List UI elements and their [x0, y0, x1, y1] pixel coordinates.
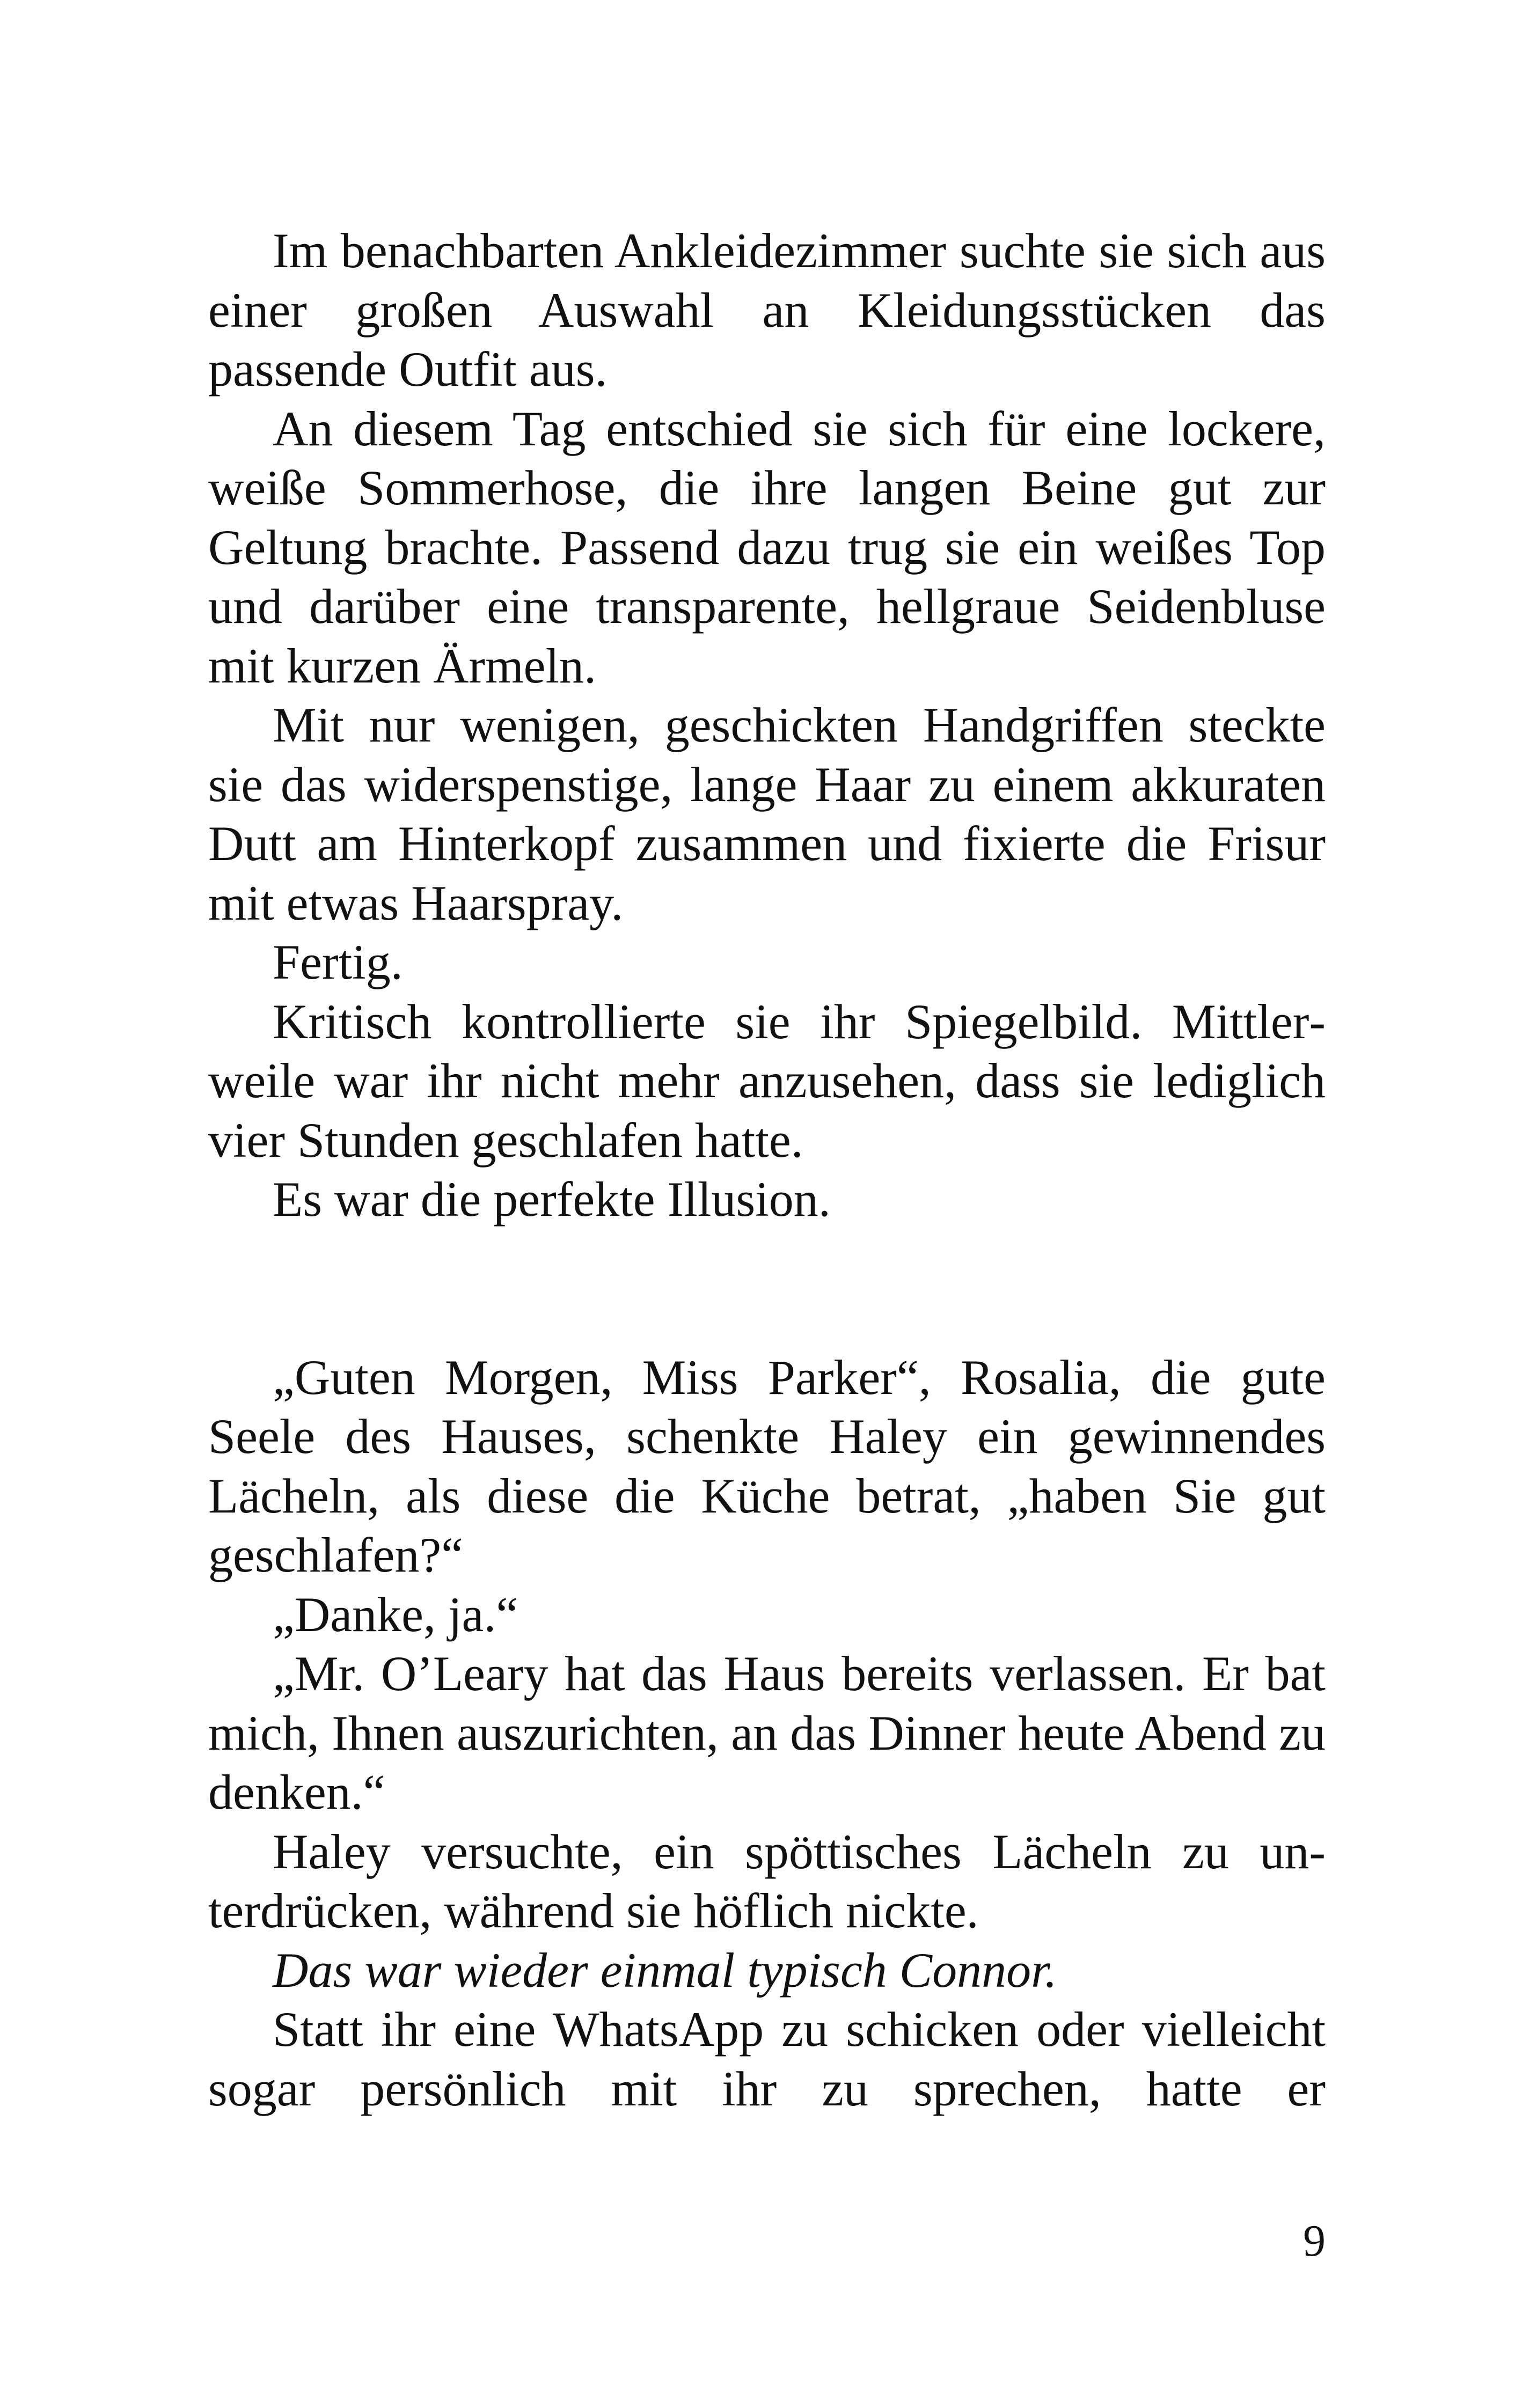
paragraph-danke: „Danke, ja.“: [273, 1587, 518, 1642]
paragraph-handgriffe: Mit nur wenigen, geschickten Handgriffen steckte sie das widerspenstige, lange Haar zu einem akkuraten Dutt am Hinterkopf zusammen und fixierte die Frisur mit etwas Haarspray.: [208, 698, 1326, 930]
scene-break: [208, 1229, 1326, 1348]
paragraph-whatsapp: Statt ihr eine WhatsApp zu schicken oder vielleicht sogar persönlich mit ihr zu sprechen, hatte er: [208, 2002, 1326, 2116]
paragraph-fertig: Fertig.: [273, 935, 403, 989]
paragraph-guten-morgen: „Guten Morgen, Miss Parker“, Rosalia, die gute Seele des Hauses, schenkte Haley ein gewinnendes Lächeln, als diese die Küche betrat, „haben Sie gut geschlafen?“: [208, 1349, 1326, 1582]
paragraph-typisch-connor: Das war wieder einmal typisch Connor.: [273, 1942, 1057, 1998]
paragraph-spiegelbild: Kritisch kontrollierte sie ihr Spiegelbild. Mittlerweile war ihr nicht mehr anzusehen, dass sie lediglich vier Stunden geschlafen hatte.: [208, 994, 1326, 1168]
body-text: [208, 221, 1326, 2118]
paragraph-illusion: Es war die perfekte Illusion.: [273, 1172, 831, 1227]
paragraph-haley-laecheln: Haley versuchte, ein spöttisches Lächeln zu unterdrücken, während sie höflich nickte.: [208, 1824, 1326, 1938]
paragraph-ankleidezimmer: Im benachbarten Ankleidezimmer suchte sie sich aus einer großen Auswahl an Kleidungsstücken das passende Outfit aus.: [208, 223, 1326, 397]
paragraph-sommerhose: An diesem Tag entschied sie sich für eine lockere, weiße Sommerhose, die ihre langen Beine gut zur Geltung brachte. Passend dazu trug sie ein weißes Top und darüber eine transparente, hellgraue Seidenbluse mit kurzen Ärmeln.: [208, 401, 1326, 693]
paragraph-mr-oleary: „Mr. O’Leary hat das Haus bereits verlassen. Er bat mich, Ihnen auszurichten, an das Dinner heute Abend zu denken.“: [208, 1646, 1326, 1819]
page-number: 9: [1303, 2216, 1326, 2266]
